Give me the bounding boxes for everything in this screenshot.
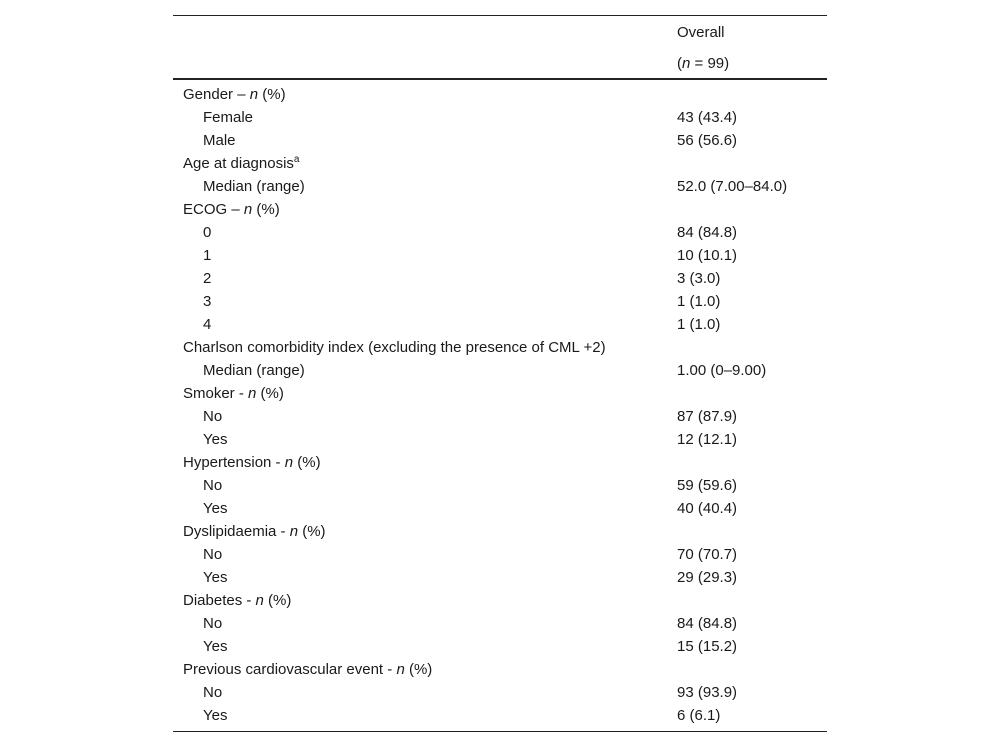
row-label-text: Yes <box>203 638 228 655</box>
row-label-text: Median (range) <box>203 362 305 379</box>
n-value: = 99) <box>690 55 730 72</box>
row-value: 52.0 (7.00–84.0) <box>677 178 788 195</box>
row-label-text: Gender – <box>183 86 250 103</box>
table-bottom-rule <box>173 731 827 732</box>
row-label <box>183 451 321 474</box>
table-row <box>173 267 827 290</box>
table-row <box>173 704 827 727</box>
table-group-row <box>173 198 827 221</box>
row-label-suffix: (%) <box>293 454 321 471</box>
row-label <box>183 382 284 405</box>
table-group-row <box>173 336 827 359</box>
row-label-text: Hypertension - <box>183 454 285 471</box>
row-label-text: Yes <box>203 569 228 586</box>
table-row <box>173 221 827 244</box>
table-row <box>173 106 827 129</box>
n-symbol: n <box>682 55 691 72</box>
table-row <box>173 474 827 497</box>
table-row <box>173 405 827 428</box>
table-row <box>173 290 827 313</box>
row-value: 84 (84.8) <box>677 224 738 241</box>
row-label-suffix: (%) <box>256 385 284 402</box>
row-label-italic: n <box>255 592 264 609</box>
row-label-suffix: (%) <box>258 86 286 103</box>
table-row <box>173 681 827 704</box>
table-row <box>173 635 827 658</box>
row-label-text: No <box>203 408 223 425</box>
row-label <box>203 566 227 589</box>
row-label-italic: n <box>284 454 294 471</box>
n-open: ( <box>677 55 682 72</box>
row-label-text: 1 <box>203 247 212 264</box>
row-value: 15 (15.2) <box>677 638 738 655</box>
row-label <box>203 129 236 152</box>
table-group-row <box>173 658 827 681</box>
row-label-text: 0 <box>203 224 212 241</box>
table-row <box>173 244 827 267</box>
column-header-overall: Overall <box>677 24 725 41</box>
row-label <box>203 175 305 198</box>
row-label-italic: n <box>248 385 257 402</box>
row-label <box>203 612 222 635</box>
row-label-text: 3 <box>203 293 212 310</box>
row-label-text: Female <box>203 109 254 126</box>
row-label-italic: n <box>289 523 299 540</box>
row-label <box>203 359 305 382</box>
table-row <box>173 313 827 336</box>
row-value: 70 (70.7) <box>677 546 738 563</box>
row-label-text: No <box>203 684 223 701</box>
row-label-text: Diabetes - <box>183 592 256 609</box>
row-label-suffix: (%) <box>252 201 280 218</box>
row-value: 1 (1.0) <box>677 316 721 333</box>
row-value: 43 (43.4) <box>677 109 738 126</box>
row-label <box>183 152 299 175</box>
table-group-row <box>173 589 827 612</box>
row-label-text: 2 <box>203 270 212 287</box>
row-label-text: Yes <box>203 500 228 517</box>
table-header <box>173 16 827 80</box>
row-value: 12 (12.1) <box>677 431 738 448</box>
row-label <box>203 313 211 336</box>
table-group-row <box>173 152 827 175</box>
row-label <box>203 497 227 520</box>
row-value: 87 (87.9) <box>677 408 738 425</box>
row-label-text: No <box>203 615 223 632</box>
row-label-text: Charlson comorbidity index (excluding the presence of CML +2) <box>183 339 606 356</box>
table-group-row <box>173 382 827 405</box>
row-label <box>183 589 291 612</box>
row-label-text: ECOG – <box>183 201 244 218</box>
row-label-text: Age at diagnosis <box>183 155 294 172</box>
row-label <box>203 244 211 267</box>
table-group-row <box>173 451 827 474</box>
row-label-italic: n <box>396 661 405 678</box>
row-label <box>183 520 326 543</box>
table-row <box>173 612 827 635</box>
row-label <box>183 336 606 359</box>
row-label-text: Yes <box>203 431 228 448</box>
row-label <box>203 474 222 497</box>
row-label <box>203 267 211 290</box>
row-label <box>203 635 227 658</box>
table-row <box>173 175 827 198</box>
row-value: 1 (1.0) <box>677 293 721 310</box>
row-value: 1.00 (0–9.00) <box>677 362 767 379</box>
row-label-suffix: (%) <box>263 592 292 609</box>
row-label <box>203 106 253 129</box>
row-label <box>203 543 222 566</box>
row-label <box>203 405 222 428</box>
row-value: 84 (84.8) <box>677 615 738 632</box>
row-label <box>183 83 286 106</box>
row-label <box>183 658 432 681</box>
table-row <box>173 359 827 382</box>
row-label-text: Previous cardiovascular event - <box>183 661 397 678</box>
table-group-row <box>173 520 827 543</box>
table-body <box>173 80 827 727</box>
row-label-text: Male <box>203 132 236 149</box>
row-value: 56 (56.6) <box>677 132 738 149</box>
row-label-text: Yes <box>203 707 228 724</box>
row-label-text: No <box>203 546 223 563</box>
row-label <box>203 290 211 313</box>
row-value: 6 (6.1) <box>677 707 721 724</box>
table-row <box>173 497 827 520</box>
table-row <box>173 566 827 589</box>
row-label <box>203 681 222 704</box>
table-row <box>173 543 827 566</box>
row-label-suffix: (%) <box>298 523 326 540</box>
row-label-text: 4 <box>203 316 212 333</box>
row-label-italic: n <box>249 86 259 103</box>
row-value: 40 (40.4) <box>677 500 738 517</box>
row-label-suffix: (%) <box>404 661 433 678</box>
row-value: 93 (93.9) <box>677 684 738 701</box>
row-label <box>203 704 227 727</box>
row-value: 3 (3.0) <box>677 270 721 287</box>
characteristics-table <box>173 15 827 732</box>
row-value: 29 (29.3) <box>677 569 738 586</box>
table-row <box>173 129 827 152</box>
table-group-row <box>173 83 827 106</box>
row-label <box>203 221 211 244</box>
row-label-text: Median (range) <box>203 178 305 195</box>
row-value: 10 (10.1) <box>677 247 738 264</box>
footnote-marker: a <box>293 154 300 165</box>
row-label-italic: n <box>243 201 253 218</box>
row-label <box>183 198 280 221</box>
row-label-text: Smoker - <box>183 385 249 402</box>
row-label-text: No <box>203 477 223 494</box>
table-row <box>173 428 827 451</box>
row-label <box>203 428 227 451</box>
row-value: 59 (59.6) <box>677 477 738 494</box>
column-header-n <box>677 55 729 73</box>
row-label-text: Dyslipidaemia - <box>183 523 290 540</box>
